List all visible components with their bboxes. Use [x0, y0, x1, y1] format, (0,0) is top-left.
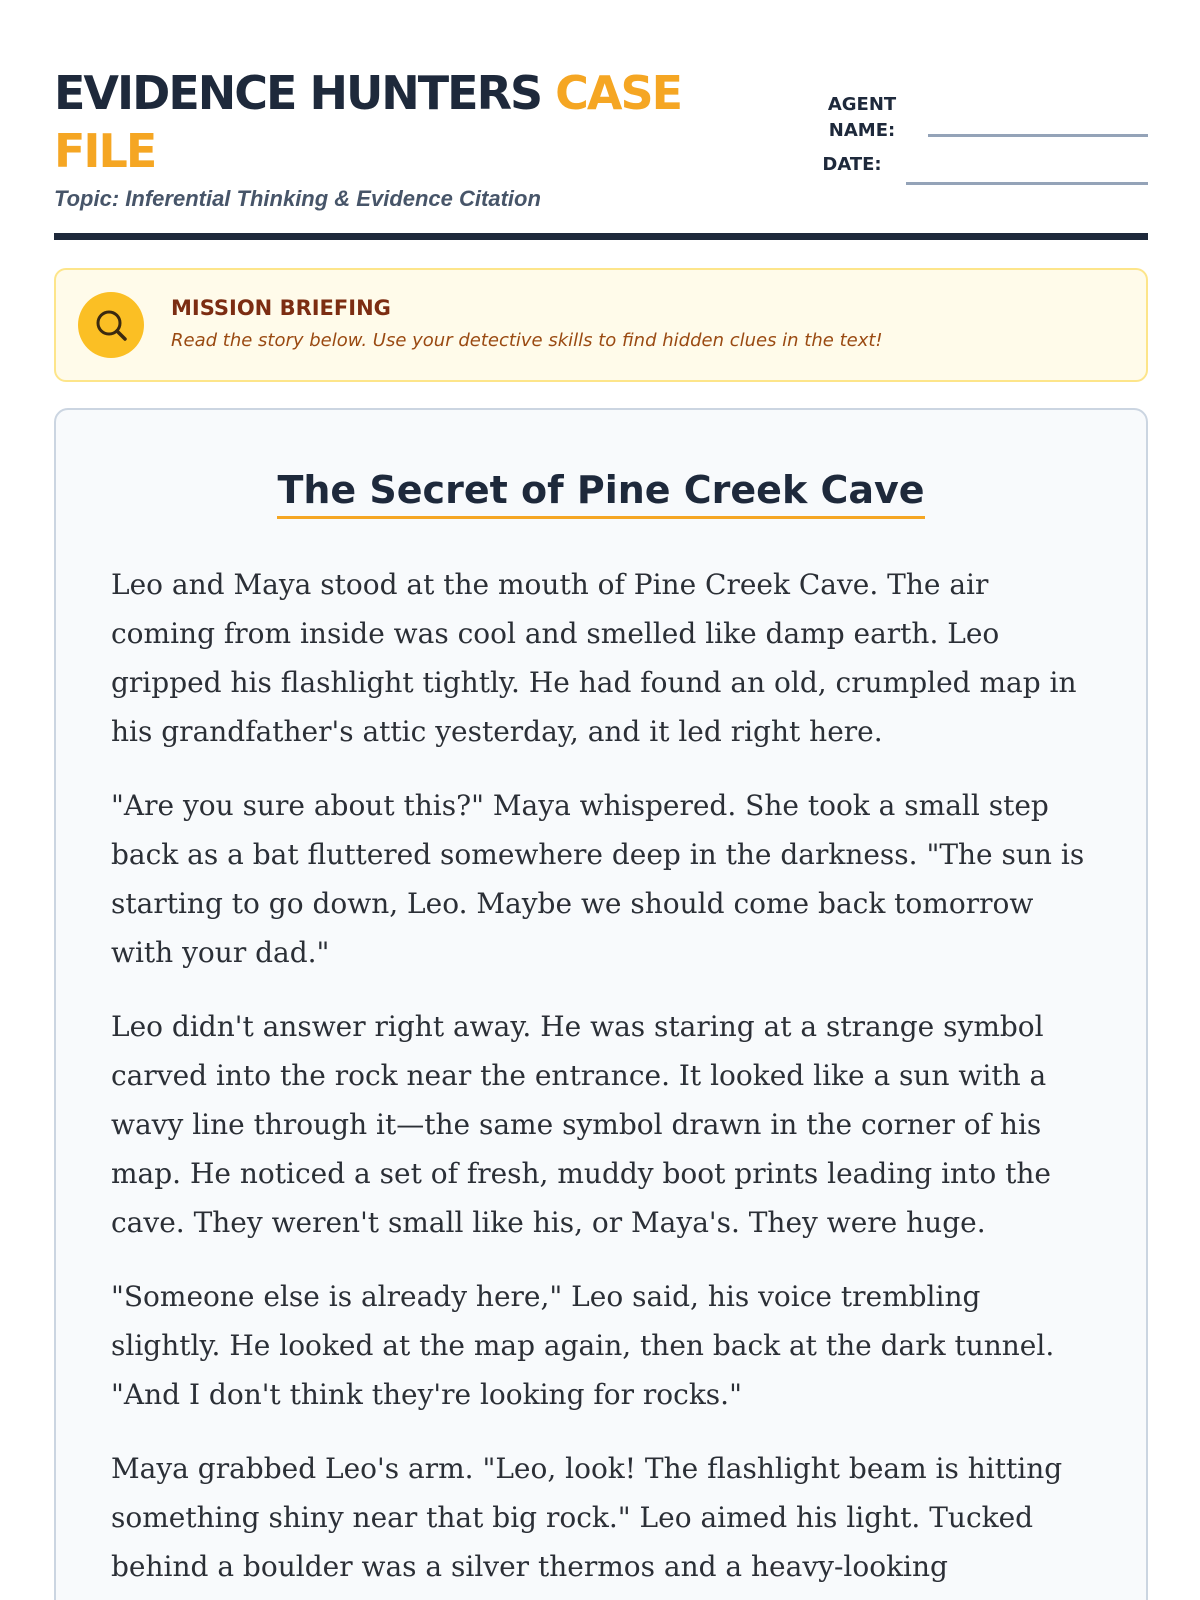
- briefing-title: MISSION BRIEFING: [171, 296, 391, 320]
- story-body: [111, 560, 1096, 1600]
- story-paragraph: Maya grabbed Leo's arm. "Leo, look! The flashlight beam is hitting something shiny near that big rock." Leo aimed his light. Tucked behind a boulder was a silver thermos and a heavy-looking: [111, 1452, 1063, 1583]
- story-title: The Secret of Pine Creek Cave: [277, 466, 924, 519]
- agent-name-row: [808, 92, 1148, 154]
- story-title-wrap: [56, 466, 1146, 519]
- topic-subtitle: Topic: Inferential Thinking & Evidence Citation: [54, 186, 541, 211]
- worksheet-title: [54, 64, 774, 180]
- story-paragraph: "Someone else is already here," Leo said, his voice trembling slightly. He looked at the map again, then back at the dark tunnel. "And I don't think they're looking for rocks.": [111, 1280, 1055, 1411]
- date-row: [808, 154, 1148, 214]
- worksheet-header: [54, 62, 1148, 242]
- story-paragraph: Leo and Maya stood at the mouth of Pine Creek Cave. The air coming from inside was cool and smelled like damp earth. Leo gripped his flashlight tightly. He had found an old, crumpled map in his grandfather's attic yesterday, and it led right here.: [111, 568, 1077, 748]
- magnifying-glass-icon: [78, 292, 144, 358]
- agent-name-label: AGENT NAME:: [827, 94, 897, 141]
- agent-name-field[interactable]: [928, 134, 1148, 137]
- date-field[interactable]: [906, 182, 1148, 185]
- story-paragraph: Leo didn't answer right away. He was staring at a strange symbol carved into the rock near the entrance. It looked like a sun with a wavy line through it—the same symbol drawn in the corner of his map. He noticed a set of fresh, muddy boot prints leading into the cave. They weren't small like his, or Maya's. They were huge.: [111, 1010, 1051, 1239]
- agent-info-fields: [808, 92, 1148, 214]
- date-label: DATE:: [822, 154, 882, 175]
- story-paragraph: "Are you sure about this?" Maya whispered. She took a small step back as a bat fluttered somewhere deep in the darkness. "The sun is starting to go down, Leo. Maybe we should come back tomorrow with your dad.": [111, 789, 1085, 969]
- header-divider: [54, 233, 1148, 240]
- title-main: EVIDENCE HUNTERS: [54, 66, 556, 120]
- briefing-text: Read the story below. Use your detective skills to find hidden clues in the text!: [171, 330, 883, 351]
- magnifying-glass-icon-svg: [93, 307, 129, 343]
- worksheet-page: [54, 0, 1148, 1600]
- story-panel: [54, 408, 1148, 1600]
- title-accent: CASE FILE: [54, 66, 682, 178]
- mission-briefing-box: [54, 268, 1148, 382]
